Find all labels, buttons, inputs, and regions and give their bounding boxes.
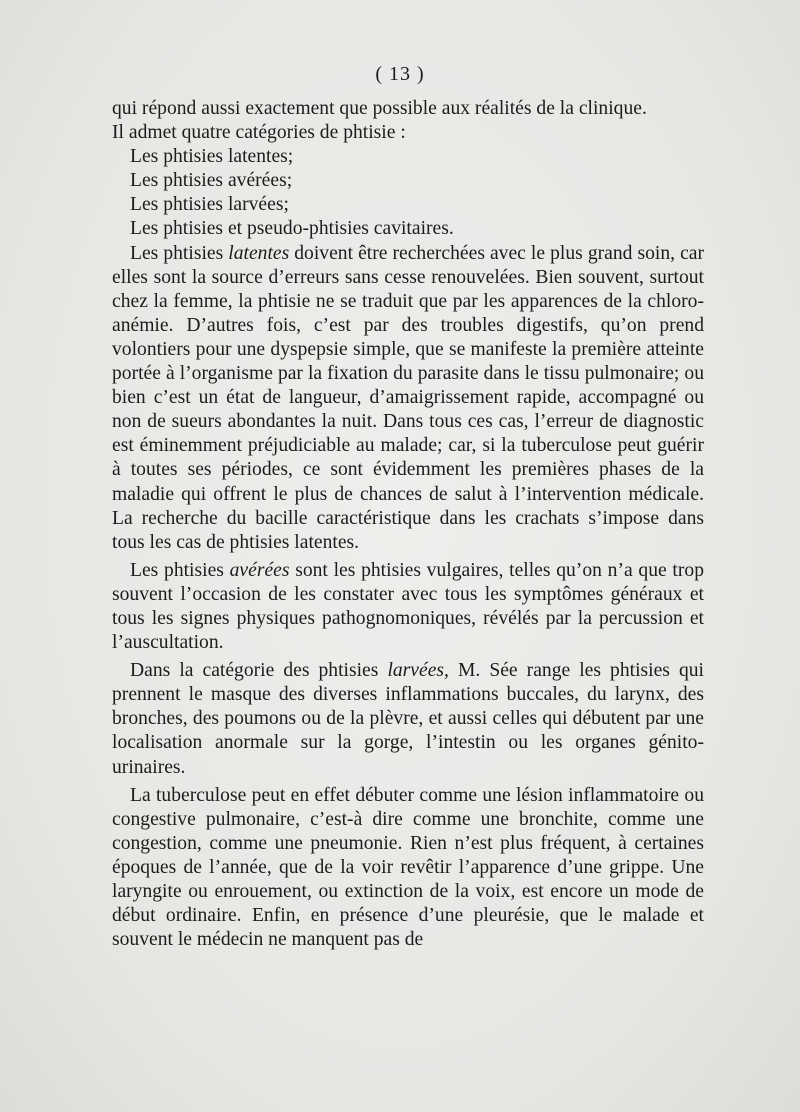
paragraph-continuation: qui répond aussi exactement que possible aux réalités de la clinique. [112, 98, 647, 119]
emphasis-latentes: latentes [228, 242, 290, 264]
paragraph-latentes: Les phtisies latentes doivent être recherchées avec le plus grand soin, car elles sont la source d’erreurs sans cesse renouvelées. Bien souvent, surtout chez la femme, la phtisie ne se traduit que par les apparences de la chloro-anémie. D’autres fois, c’est par des troubles digestifs, qu’on prend volontiers pour une dyspepsie simple, que se manifeste la première atteinte portée à l’organisme par la fixation du parasite dans le tissu pulmonaire; ou bien c’est un état de langueur, d’amaigrissement rapide, accompagné ou non de sueurs abondantes la nuit. Dans tous ces cas, l’erreur de diagnostic est éminemment préjudiciable au malade; car, si la tuberculose peut guérir à toutes ses périodes, ce sont évidemment les premières phases de la maladie qui offrent le plus de chances de salut à l’intervention médicale. La recherche du bacille caractéristique dans les crachats s’impose dans tous les cas de phtisies latentes. [112, 242, 704, 553]
list-item: Les phtisies latentes; [130, 146, 294, 168]
list-item: Les phtisies et pseudo-phtisies cavitaires. [130, 218, 454, 240]
paragraph-larvees: Dans la catégorie des phtisies larvées, M. Sée range les phtisies qui prennent le masque des diverses inflammations buccales, du larynx, des bronches, des poumons ou de la plèvre, et aussi celles qui débutent par une localisation anormale sur la gorge, l’intestin ou les organes génito-urinaires. [112, 660, 704, 778]
emphasis-larvees: larvées, [387, 660, 449, 682]
emphasis-averees: avérées [229, 559, 290, 581]
body-text [112, 97, 704, 952]
page-number: ( 13 ) [375, 63, 425, 85]
list-item: Les phtisies avérées; [130, 170, 293, 192]
list-item: Les phtisies larvées; [130, 194, 289, 216]
paragraph-tuberculose: La tuberculose peut en effet débuter comme une lésion inflammatoire ou congestive pulmonaire, c’est-à dire comme une bronchite, comme une congestion, comme une pneumonie. Rien n’est plus fréquent, à certaines époques de l’année, que de la voir revêtir l’apparence d’une grippe. Une laryngite ou enrouement, ou extinction de la voix, est encore un mode de début ordinaire. Enfin, en présence d’une pleurésie, que le malade et souvent le médecin ne manquent pas de [112, 784, 704, 951]
paragraph-categories-intro: Il admet quatre catégories de phtisie : [112, 122, 406, 144]
paragraph-averees: Les phtisies avérées sont les phtisies vulgaires, telles qu’on n’a que trop souvent l’occasion de les constater avec tous les symptômes généraux et tous les signes physiques pathognomoniques, révélés par la percussion et l’auscultation. [112, 559, 704, 654]
